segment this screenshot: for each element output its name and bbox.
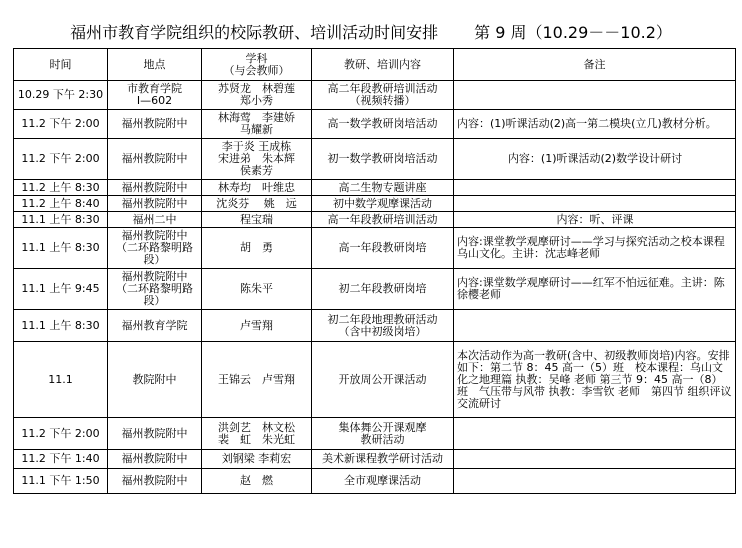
- cell-teachers: [202, 81, 312, 110]
- cell-teachers: [202, 469, 312, 494]
- cell-time: 11.1 上午 8:30: [14, 212, 108, 228]
- cell-place-line: 教院附中: [132, 372, 177, 386]
- cell-place-line: 福州教院附中: [121, 196, 188, 210]
- cell-teachers-line: 赵 燃: [240, 474, 273, 487]
- header-content: 教研、培训内容: [312, 49, 454, 81]
- cell-time: 11.2 下午 2:00: [14, 139, 108, 180]
- cell-teachers: [202, 139, 312, 180]
- cell-place-line: 福州教院附中: [121, 474, 188, 487]
- cell-content: [312, 196, 454, 212]
- cell-place: [108, 269, 202, 310]
- cell-content-line: 初二年段地理教研活动: [327, 312, 438, 326]
- table-row: [14, 469, 736, 494]
- cell-note: [454, 269, 736, 310]
- cell-place-line: 福州教院附中: [121, 426, 188, 440]
- cell-note: [454, 450, 736, 469]
- cell-teachers-line: 林海莺 李建娇: [218, 111, 295, 124]
- cell-teachers-line: 宋进弟 朱本辉: [218, 152, 295, 165]
- cell-note-line: 内容：(1)听课活动(2)数学设计研讨: [507, 152, 683, 165]
- cell-teachers-line: 林寿均 叶维忠: [218, 180, 295, 194]
- cell-note: [454, 81, 736, 110]
- cell-teachers: [202, 310, 312, 342]
- cell-content-line: 开放周公开课活动: [338, 372, 427, 386]
- cell-teachers: [202, 342, 312, 418]
- cell-teachers-line: 裴 虹 朱光虹: [218, 432, 295, 446]
- table-row: [14, 228, 736, 269]
- cell-place: [108, 469, 202, 494]
- table-row: [14, 110, 736, 139]
- cell-place-line: 福州教院附中: [121, 117, 188, 130]
- cell-note: [454, 212, 736, 228]
- cell-content-line: 高一年段教研培训活动: [327, 212, 438, 226]
- cell-time: 11.2 下午 2:00: [14, 110, 108, 139]
- cell-note-line: 内容：听、评课: [556, 212, 634, 226]
- cell-place: [108, 450, 202, 469]
- cell-place-line: 市教育学院: [127, 82, 182, 95]
- cell-content: [312, 269, 454, 310]
- cell-content: [312, 450, 454, 469]
- cell-time: 11.1 上午 8:30: [14, 228, 108, 269]
- cell-time: 11.1 上午 9:45: [14, 269, 108, 310]
- cell-teachers-line: 苏贤龙 林碧莲: [218, 82, 295, 95]
- table-row: [14, 81, 736, 110]
- header-row: [14, 49, 736, 81]
- cell-content-line: 高一年段教研岗培: [338, 241, 427, 254]
- cell-place: [108, 310, 202, 342]
- cell-teachers: [202, 212, 312, 228]
- cell-note-line: 本次活动作为高一教研(含中、初级教师岗培)内容。安排如下：第二节 8：45 高一（5）班 校本课程：乌山文化之地理篇 执教：吴峰 老师 第三节 9：45 高一（8）班 气压带与风带 执教：李雪钦 老师 第四节 组织评议交流研讨: [457, 348, 732, 410]
- cell-note-line: 内容:课堂数学观摩研讨——红军不怕远征难。主讲：陈徐樱老师: [457, 276, 725, 301]
- cell-content: [312, 310, 454, 342]
- cell-place: [108, 228, 202, 269]
- cell-content-line: （含中初级岗培）: [338, 324, 427, 338]
- header-place: 地点: [108, 49, 202, 81]
- cell-place-line: 福州教院附中: [121, 270, 188, 283]
- cell-content: [312, 418, 454, 450]
- cell-content: [312, 212, 454, 228]
- cell-content-line: 美术新课程教学研讨活动: [322, 452, 443, 465]
- cell-teachers-line: 李于炎 王成栋: [221, 140, 292, 153]
- cell-content-line: 全市观摩课活动: [344, 474, 421, 487]
- cell-place: [108, 212, 202, 228]
- cell-place: [108, 342, 202, 418]
- cell-content-line: 教研活动: [360, 432, 405, 446]
- cell-teachers: [202, 110, 312, 139]
- cell-time: 11.1 下午 1:50: [14, 469, 108, 494]
- cell-teachers-line: 侯素芳: [240, 164, 273, 177]
- cell-place-line: 福州教育学院: [121, 318, 188, 332]
- schedule-table: [13, 48, 736, 494]
- cell-teachers-line: 陈朱平: [240, 282, 273, 295]
- cell-note: [454, 110, 736, 139]
- cell-time: 10.29 下午 2:30: [14, 81, 108, 110]
- cell-teachers: [202, 450, 312, 469]
- cell-place: [108, 139, 202, 180]
- cell-teachers: [202, 180, 312, 196]
- cell-time: 11.2 上午 8:30: [14, 180, 108, 196]
- cell-content-line: 集体舞公开课观摩: [338, 420, 427, 434]
- cell-time: 11.2 上午 8:40: [14, 196, 108, 212]
- cell-place: [108, 110, 202, 139]
- table-row: [14, 310, 736, 342]
- cell-place-line: 福州教院附中: [121, 152, 188, 165]
- cell-content-line: 高二年段教研培训活动: [327, 82, 438, 95]
- cell-content-line: 初二年段教研岗培: [338, 282, 427, 295]
- cell-place: [108, 81, 202, 110]
- cell-teachers-line: 马耀新: [240, 123, 273, 136]
- cell-teachers-line: 郑小秀: [240, 94, 273, 107]
- cell-teachers: [202, 196, 312, 212]
- cell-content: [312, 180, 454, 196]
- cell-place: [108, 196, 202, 212]
- cell-content: [312, 469, 454, 494]
- cell-time: 11.2 下午 2:00: [14, 418, 108, 450]
- cell-place-line: 福州教院附中: [121, 452, 188, 465]
- cell-note-line: 内容：(1)听课活动(2)高一第二模块(立几)教材分析。: [457, 117, 717, 130]
- cell-place-line: 福州二中: [132, 212, 177, 226]
- cell-place-line: Ⅰ—602: [136, 94, 173, 107]
- table-row: [14, 269, 736, 310]
- cell-teachers: [202, 418, 312, 450]
- cell-note: [454, 469, 736, 494]
- table-row: [14, 180, 736, 196]
- cell-teachers-line: 洪剑艺 林文松: [218, 420, 295, 434]
- cell-content: [312, 342, 454, 418]
- cell-note: [454, 228, 736, 269]
- cell-place-line: 福州教院附中: [121, 180, 188, 194]
- table-row: [14, 212, 736, 228]
- cell-content-line: 初一数学教研岗培活动: [327, 152, 438, 165]
- cell-note: [454, 418, 736, 450]
- header-time: 时间: [14, 49, 108, 81]
- cell-note: [454, 196, 736, 212]
- table-row: [14, 450, 736, 469]
- cell-time: 11.1: [14, 342, 108, 418]
- cell-place-line: 福州教院附中: [121, 229, 188, 242]
- cell-content: [312, 228, 454, 269]
- cell-note: [454, 139, 736, 180]
- header-subject: [202, 49, 312, 81]
- header-note: 备注: [454, 49, 736, 81]
- cell-place-line: （二环路黎明路: [116, 282, 193, 295]
- table-row: [14, 342, 736, 418]
- cell-teachers-line: 卢雪翔: [240, 318, 273, 332]
- cell-content-line: 高一数学教研岗培活动: [327, 117, 438, 130]
- cell-note: [454, 180, 736, 196]
- cell-content-line: 初中数学观摩课活动: [333, 196, 432, 210]
- cell-time: 11.2 下午 1:40: [14, 450, 108, 469]
- cell-place-line: （二环路黎明路: [116, 241, 193, 254]
- cell-place: [108, 418, 202, 450]
- cell-note-line: 内容:课堂教学观摩研讨——学习与探究活动之校本课程 乌山文化。主讲：沈志峰老师: [457, 235, 725, 260]
- cell-place-line: 段）: [143, 294, 166, 307]
- header-subject-line2: （与会教师）: [223, 63, 290, 77]
- cell-teachers-line: 胡 勇: [240, 241, 273, 254]
- header-subject-line1: 学科: [245, 51, 268, 65]
- document-title: [0, 22, 742, 44]
- table-row: [14, 418, 736, 450]
- cell-content: [312, 110, 454, 139]
- title-main: 福州市教育学院组织的校际教研、培训活动时间安排: [70, 23, 439, 42]
- cell-note: [454, 342, 736, 418]
- cell-content: [312, 81, 454, 110]
- cell-teachers: [202, 269, 312, 310]
- cell-teachers: [202, 228, 312, 269]
- table-row: [14, 196, 736, 212]
- cell-place: [108, 180, 202, 196]
- cell-teachers-line: 沈炎芬 姚 远: [216, 196, 297, 210]
- cell-teachers-line: 王锦云 卢雪翔: [218, 372, 295, 386]
- cell-teachers-line: 程宝瑞: [240, 212, 273, 226]
- table-row: [14, 139, 736, 180]
- cell-content-line: （视频转播）: [349, 94, 416, 107]
- cell-time: 11.1 上午 8:30: [14, 310, 108, 342]
- cell-content-line: 高二生物专题讲座: [338, 180, 427, 194]
- cell-place-line: 段）: [143, 253, 166, 266]
- title-week: 第 9 周（10.29－－10.2）: [474, 23, 672, 42]
- cell-note: [454, 310, 736, 342]
- schedule-body: [14, 81, 736, 494]
- cell-content: [312, 139, 454, 180]
- cell-teachers-line: 刘钢梁 李莉宏: [221, 452, 292, 465]
